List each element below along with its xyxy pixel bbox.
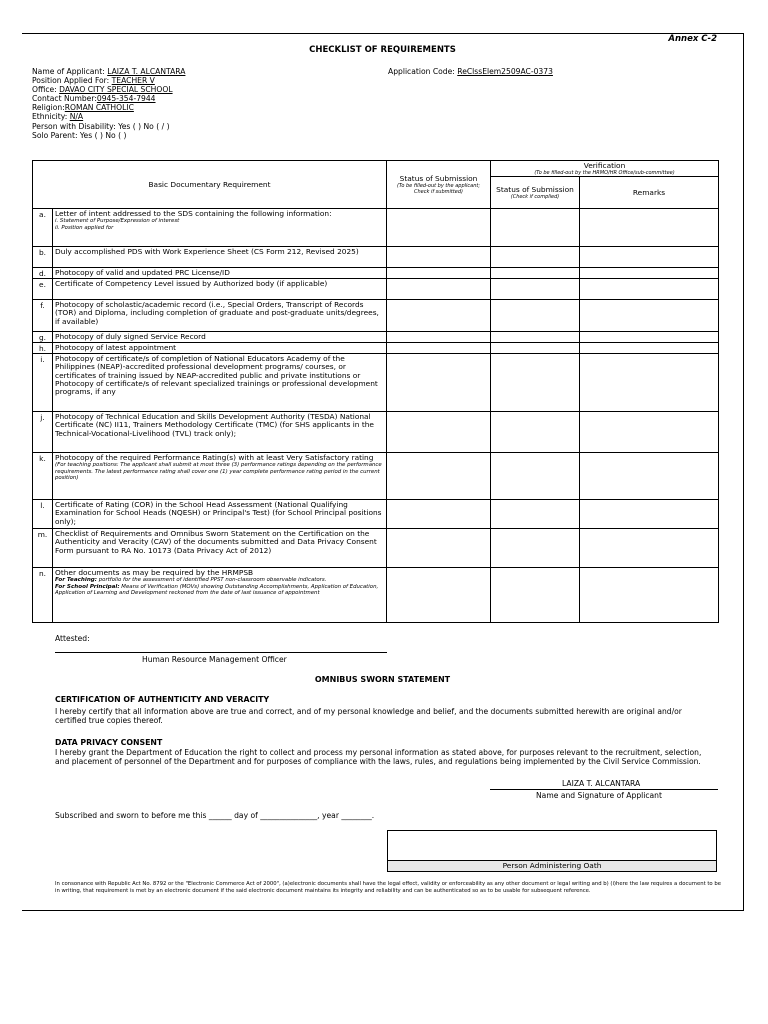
table-row: h. Photocopy of latest appointment xyxy=(33,343,719,354)
table-row: j. Photocopy of Technical Education and Skills Development Authority (TESDA) National Certificate (NC) II11, Trainers Methodology Certificate (TMC) (for SHS applicants in the Technical-Vocational-Livelihood (TVL) track only); xyxy=(33,412,719,453)
ver-status-cell[interactable] xyxy=(491,529,580,568)
table-row: n. Other documents as may be required by the HRMPSB For Teaching: portfolio for the assessment of identified PPST non-classroom observable indicators. For School Principal: Means of Verification (MOVs) showing Outstanding Accomplishments, Application of Education, Application of Learning and Development reckoned from the date of last issuance of appointment xyxy=(33,568,719,623)
applicant-signature-line xyxy=(490,789,718,790)
ver-status-cell[interactable] xyxy=(491,268,580,279)
applicant-signature-caption: Name and Signature of Applicant xyxy=(536,791,662,800)
omnibus-title: OMNIBUS SWORN STATEMENT xyxy=(314,675,451,684)
cav-text: I hereby certify that all information above are true and correct, and of my personal knowledge and belief, and the documents submitted herewith are original and/or certified true copies thereof. xyxy=(55,707,682,726)
remarks-cell[interactable] xyxy=(580,412,719,453)
remarks-cell[interactable] xyxy=(580,247,719,268)
col-remarks: Remarks xyxy=(580,177,719,209)
contact-label: Contact Number: xyxy=(32,94,97,104)
app-code-label: Application Code: xyxy=(388,67,458,76)
table-row: k. Photocopy of the required Performance Rating(s) with at least Very Satisfactory rating (For teaching positions: The applicant shall submit at most three (3) performance ratings depending on the performance requirements. The latest performance rating shall cover one (1) year complete performance rating period in the current position) xyxy=(33,453,719,500)
hrmo-caption: Human Resource Management Officer xyxy=(142,655,287,664)
status-cell[interactable] xyxy=(387,209,491,247)
table-row: f. Photocopy of scholastic/academic record (i.e., Special Orders, Transcript of Records (TOR) and Diploma, including completion of graduate and post-graduate units/degrees, if available) xyxy=(33,300,719,332)
remarks-cell[interactable] xyxy=(580,568,719,623)
remarks-cell[interactable] xyxy=(580,453,719,500)
status-cell[interactable] xyxy=(387,332,491,343)
oath-signature-box[interactable] xyxy=(387,830,717,872)
attested-label: Attested: xyxy=(55,634,90,643)
form-page xyxy=(22,33,744,911)
ver-status-cell[interactable] xyxy=(491,343,580,354)
table-row: d. Photocopy of valid and updated PRC License/ID xyxy=(33,268,719,279)
application-code xyxy=(388,67,553,76)
dpc-text: I hereby grant the Department of Education the right to collect and process my personal information as stated above, for purposes relevant to the recruitment, selection, and placement of personnel of the Department and for purposes of compliance with the laws, rules, and regulations being implemented by the Civil Service Commission. xyxy=(55,748,702,767)
remarks-cell[interactable] xyxy=(580,529,719,568)
ver-status-cell[interactable] xyxy=(491,209,580,247)
remarks-cell[interactable] xyxy=(580,332,719,343)
form-title: CHECKLIST OF REQUIREMENTS xyxy=(309,45,456,55)
name-label: Name of Applicant: xyxy=(32,67,108,76)
status-cell[interactable] xyxy=(387,354,491,412)
position-label: Position Applied For: xyxy=(32,76,112,86)
remarks-cell[interactable] xyxy=(580,209,719,247)
requirements-table xyxy=(32,160,719,623)
ver-status-cell[interactable] xyxy=(491,412,580,453)
status-cell[interactable] xyxy=(387,279,491,300)
subscribed-statement: Subscribed and sworn to before me this ______ day of _______________, year ________. xyxy=(55,811,375,820)
status-cell[interactable] xyxy=(387,500,491,529)
religion-label: Religion: xyxy=(32,103,65,113)
applicant-info xyxy=(32,67,185,140)
ver-status-cell[interactable] xyxy=(491,279,580,300)
table-row: i. Photocopy of certificate/s of completion of National Educators Academy of the Philippines (NEAP)-accredited professional development programs/ courses, or certificates of training issued by NEAP-accredited public and private institutions or Photocopy of certificate/s of relevant specialized trainings or professional development programs, if any xyxy=(33,354,719,412)
table-row: b. Duly accomplished PDS with Work Experience Sheet (CS Form 212, Revised 2025) xyxy=(33,247,719,268)
table-row: m. Checklist of Requirements and Omnibus Sworn Statement on the Certification on the Authenticity and Veracity (CAV) of the documents submitted and Data Privacy Consent Form pursuant to RA No. 10173 (Data Privacy Act of 2012) xyxy=(33,529,719,568)
table-row: g. Photocopy of duly signed Service Record xyxy=(33,332,719,343)
legal-footnote: In consonance with Republic Act No. 8792 or the "Electronic Commerce Act of 2000", (a)electronic documents shall have the legal effect, validity or enforceability as any other document or legal writing and b) (i)here the law requires a document to be in writing, that requirement is met by an electronic document if the said electronic document maintains its integrity and reliability and can be authenticated so as to be usable for subsequent reference. xyxy=(55,881,721,894)
status-cell[interactable] xyxy=(387,412,491,453)
ver-status-cell[interactable] xyxy=(491,453,580,500)
status-cell[interactable] xyxy=(387,529,491,568)
col-ver-status: Status of Submission (Check if complied) xyxy=(491,177,580,209)
status-cell[interactable] xyxy=(387,343,491,354)
remarks-cell[interactable] xyxy=(580,343,719,354)
ver-status-cell[interactable] xyxy=(491,354,580,412)
pwd-field: Person with Disability: Yes ( ) No ( / ) xyxy=(32,121,170,131)
col-requirement: Basic Documentary Requirement xyxy=(33,161,387,209)
status-cell[interactable] xyxy=(387,247,491,268)
cav-heading: CERTIFICATION OF AUTHENTICITY AND VERACITY xyxy=(55,695,270,704)
remarks-cell[interactable] xyxy=(580,279,719,300)
dpc-heading: DATA PRIVACY CONSENT xyxy=(55,738,163,747)
ver-status-cell[interactable] xyxy=(491,568,580,623)
ver-status-cell[interactable] xyxy=(491,300,580,332)
office-label: Office: xyxy=(32,85,60,95)
remarks-cell[interactable] xyxy=(580,500,719,529)
applicant-signature-name: LAIZA T. ALCANTARA xyxy=(562,779,641,788)
app-code-value: ReClssElem2509AC-0373 xyxy=(457,67,553,76)
status-cell[interactable] xyxy=(387,268,491,279)
applicant-religion: ROMAN CATHOLIC xyxy=(64,103,134,113)
col-verification: Verification (To be filled-out by the HRMO/HR Office/sub-committee) xyxy=(491,161,719,177)
remarks-cell[interactable] xyxy=(580,300,719,332)
col-status: Status of Submission (To be filled-out by the applicant; Check if submitted) xyxy=(387,161,491,209)
applicant-ethnicity: N/A xyxy=(69,112,84,122)
status-cell[interactable] xyxy=(387,453,491,500)
applicant-name: LAIZA T. ALCANTARA xyxy=(107,67,186,76)
oath-caption: Person Administering Oath xyxy=(388,860,716,871)
remarks-cell[interactable] xyxy=(580,354,719,412)
table-row: l. Certificate of Rating (COR) in the School Head Assessment (National Qualifying Examination for School Heads (NQESH) or Principal's Test) (for School Principal positions only); xyxy=(33,500,719,529)
remarks-cell[interactable] xyxy=(580,268,719,279)
solo-parent-field: Solo Parent: Yes ( ) No ( ) xyxy=(32,130,127,140)
ethnicity-label: Ethnicity: xyxy=(32,112,70,122)
ver-status-cell[interactable] xyxy=(491,332,580,343)
table-row: e. Certificate of Competency Level issued by Authorized body (if applicable) xyxy=(33,279,719,300)
applicant-position: TEACHER V xyxy=(111,76,155,86)
hrmo-signature-line xyxy=(55,652,387,653)
status-cell[interactable] xyxy=(387,300,491,332)
applicant-office: DAVAO CITY SPECIAL SCHOOL xyxy=(59,85,173,95)
status-cell[interactable] xyxy=(387,568,491,623)
ver-status-cell[interactable] xyxy=(491,500,580,529)
ver-status-cell[interactable] xyxy=(491,247,580,268)
applicant-contact: 0945-354-7944 xyxy=(96,94,156,104)
table-row: a. Letter of intent addressed to the SDS containing the following information: i. Statement of Purpose/Expression of interest ii. Position applied for xyxy=(33,209,719,247)
annex-label: Annex C-2 xyxy=(668,34,717,44)
